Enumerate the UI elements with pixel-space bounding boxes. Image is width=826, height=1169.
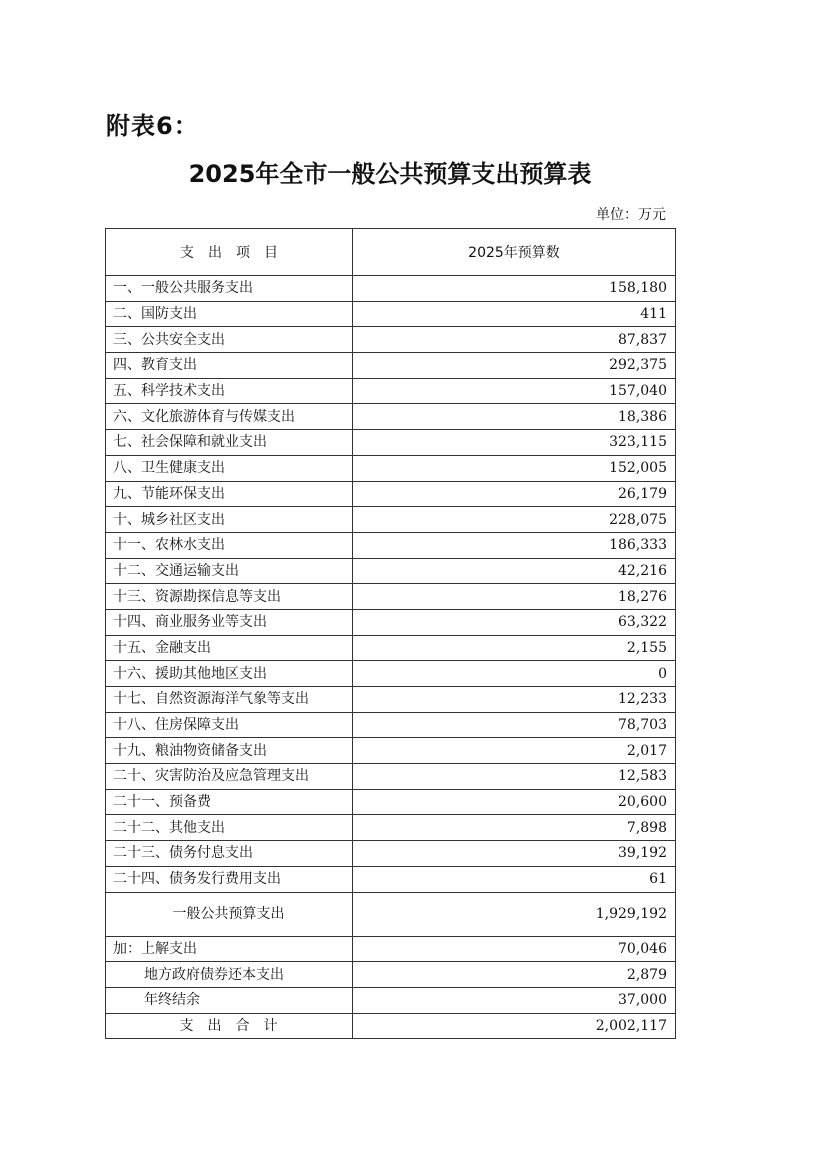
value-cell: 411 [353, 301, 676, 327]
item-cell: 十八、住房保障支出 [106, 712, 353, 738]
item-cell: 二十、灾害防治及应急管理支出 [106, 764, 353, 790]
table-row [106, 687, 676, 713]
value-cell: 323,115 [353, 430, 676, 456]
value-cell: 152,005 [353, 455, 676, 481]
table-row [106, 764, 676, 790]
value-cell: 2,002,117 [353, 1013, 676, 1039]
unit-label: 单位：万元 [596, 207, 666, 223]
item-cell: 年终结余 [106, 987, 353, 1013]
table-row [106, 635, 676, 661]
value-cell: 12,233 [353, 687, 676, 713]
table-body [106, 276, 676, 1039]
table-row [106, 353, 676, 379]
table-row [106, 584, 676, 610]
table-row [106, 738, 676, 764]
table-row [106, 962, 676, 988]
value-cell: 228,075 [353, 507, 676, 533]
table-row [106, 789, 676, 815]
value-cell: 0 [353, 661, 676, 687]
subtotal [106, 892, 676, 936]
value-cell: 87,837 [353, 327, 676, 353]
table-row [106, 430, 676, 456]
value-cell: 292,375 [353, 353, 676, 379]
table-row [106, 378, 676, 404]
value-cell: 2,155 [353, 635, 676, 661]
value-cell: 63,322 [353, 609, 676, 635]
table-row [106, 661, 676, 687]
item-cell: 九、节能环保支出 [106, 481, 353, 507]
item-cell: 十五、金融支出 [106, 635, 353, 661]
item-cell: 二十四、债务发行费用支出 [106, 866, 353, 892]
table-header-row [106, 229, 676, 276]
table-row [106, 841, 676, 867]
value-cell: 12,583 [353, 764, 676, 790]
table-row [106, 301, 676, 327]
page-title: 2025年全市一般公共预算支出预算表 [188, 160, 592, 188]
item-cell: 一般公共预算支出 [106, 892, 353, 936]
item-cell: 四、教育支出 [106, 353, 353, 379]
value-cell: 78,703 [353, 712, 676, 738]
table-row [106, 712, 676, 738]
table-row [106, 404, 676, 430]
table-row [106, 532, 676, 558]
table-row [106, 481, 676, 507]
item-cell: 地方政府债券还本支出 [106, 962, 353, 988]
table-row [106, 815, 676, 841]
header-budget: 2025年预算数 [353, 229, 676, 276]
item-cell: 十、城乡社区支出 [106, 507, 353, 533]
table-row [106, 327, 676, 353]
item-cell: 十四、商业服务业等支出 [106, 609, 353, 635]
table-row [106, 609, 676, 635]
value-cell: 26,179 [353, 481, 676, 507]
value-cell: 18,276 [353, 584, 676, 610]
item-cell: 二十二、其他支出 [106, 815, 353, 841]
value-cell: 37,000 [353, 987, 676, 1013]
value-cell: 18,386 [353, 404, 676, 430]
table-row [106, 455, 676, 481]
table-row [106, 936, 676, 962]
item-cell: 五、科学技术支出 [106, 378, 353, 404]
value-cell: 61 [353, 866, 676, 892]
item-cell: 二十一、预备费 [106, 789, 353, 815]
item-cell: 一、一般公共服务支出 [106, 276, 353, 302]
item-cell: 三、公共安全支出 [106, 327, 353, 353]
table-row [106, 507, 676, 533]
budget-table [105, 228, 676, 1039]
item-cell: 十三、资源勘探信息等支出 [106, 584, 353, 610]
item-cell: 二十三、债务付息支出 [106, 841, 353, 867]
value-cell: 42,216 [353, 558, 676, 584]
item-cell: 七、社会保障和就业支出 [106, 430, 353, 456]
total [106, 1013, 676, 1039]
item-cell: 十六、援助其他地区支出 [106, 661, 353, 687]
value-cell: 1,929,192 [353, 892, 676, 936]
value-cell: 186,333 [353, 532, 676, 558]
table-row [106, 987, 676, 1013]
header-item: 支 出 项 目 [106, 229, 353, 276]
value-cell: 39,192 [353, 841, 676, 867]
value-cell: 7,898 [353, 815, 676, 841]
item-cell: 六、文化旅游体育与传媒支出 [106, 404, 353, 430]
value-cell: 2,879 [353, 962, 676, 988]
table-row [106, 558, 676, 584]
item-cell: 十二、交通运输支出 [106, 558, 353, 584]
value-cell: 20,600 [353, 789, 676, 815]
value-cell: 157,040 [353, 378, 676, 404]
item-cell: 十九、粮油物资储备支出 [106, 738, 353, 764]
item-cell: 加：上解支出 [106, 936, 353, 962]
value-cell: 70,046 [353, 936, 676, 962]
value-cell: 2,017 [353, 738, 676, 764]
table-row [106, 276, 676, 302]
item-cell: 十七、自然资源海洋气象等支出 [106, 687, 353, 713]
item-cell: 十一、农林水支出 [106, 532, 353, 558]
value-cell: 158,180 [353, 276, 676, 302]
appendix-label: 附表6： [106, 112, 199, 140]
item-cell: 支 出 合 计 [106, 1013, 353, 1039]
item-cell: 二、国防支出 [106, 301, 353, 327]
item-cell: 八、卫生健康支出 [106, 455, 353, 481]
table-row [106, 866, 676, 892]
